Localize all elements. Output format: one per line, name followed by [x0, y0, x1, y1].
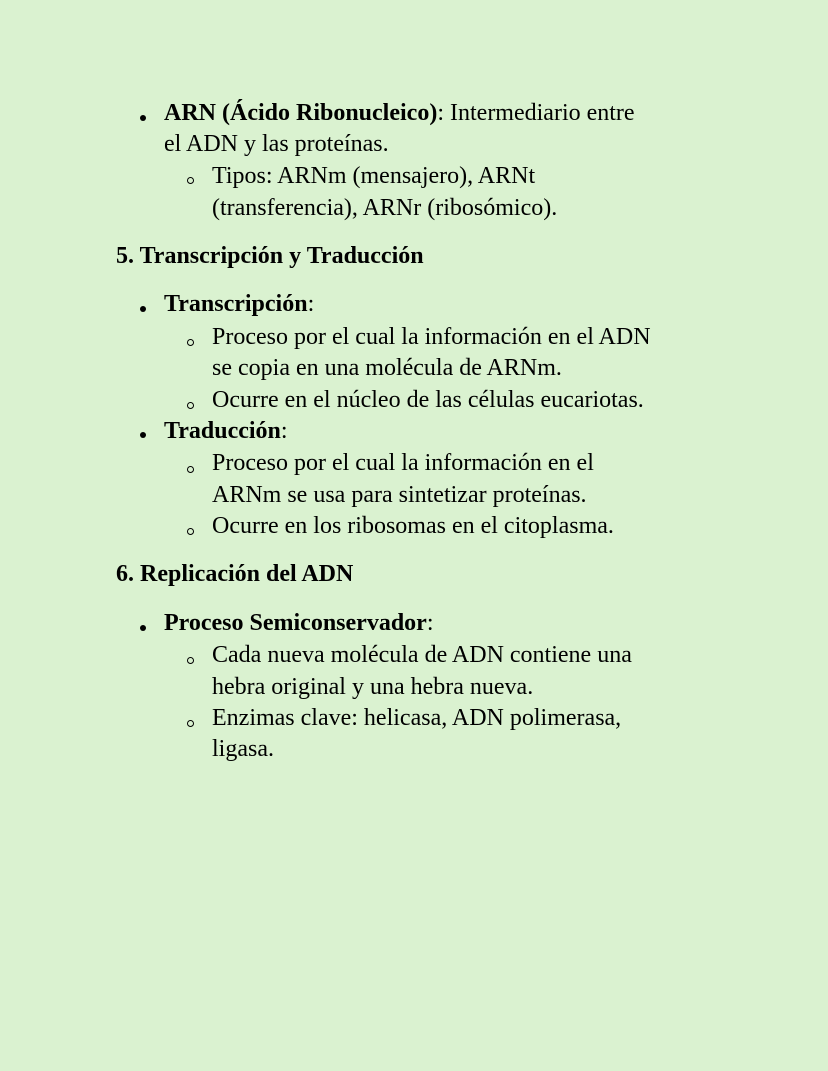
- term-colon: :: [280, 418, 288, 444]
- sub-item-text: Ocurre en el núcleo de las células eucariotas.: [212, 387, 644, 413]
- term-colon: :: [307, 291, 315, 317]
- bullet-dot: [140, 306, 146, 312]
- bullet-circle: [187, 402, 194, 409]
- term-transcripcion: Transcripción: [164, 291, 308, 317]
- sub-item-text: Enzimas clave: helicasa, ADN polimerasa,: [212, 705, 622, 731]
- list-item-proceso-semiconservador: [164, 608, 434, 638]
- bullet-circle: [187, 528, 194, 535]
- item-text-continuation: el ADN y las proteínas.: [164, 131, 389, 157]
- sub-item-text: Cada nueva molécula de ADN contiene una: [212, 642, 632, 668]
- item-text: Intermediario entre: [444, 100, 635, 126]
- list-item-transcripcion: [164, 289, 314, 319]
- term-arn: ARN (Ácido Ribonucleico): [164, 100, 438, 126]
- list-item-traduccion: [164, 416, 288, 446]
- term-traduccion: Traducción: [164, 418, 281, 444]
- bullet-circle: [187, 339, 194, 346]
- bullet-dot: [140, 625, 146, 631]
- bullet-circle: [187, 657, 194, 664]
- bullet-circle: [187, 720, 194, 727]
- section-heading-6: 6. Replicación del ADN: [116, 561, 354, 587]
- sub-item-text-continuation: hebra original y una hebra nueva.: [212, 674, 534, 700]
- sub-item-text-continuation: ligasa.: [212, 736, 274, 762]
- bullet-dot: [140, 432, 146, 438]
- term-proceso-semiconservador: Proceso Semiconservador: [164, 610, 427, 636]
- term-colon: :: [437, 100, 444, 126]
- sub-item-text-continuation: ARNm se usa para sintetizar proteínas.: [212, 482, 587, 508]
- bullet-dot: [140, 115, 146, 121]
- section-heading-5: 5. Transcripción y Traducción: [116, 243, 424, 269]
- sub-item-text: Tipos: ARNm (mensajero), ARNt: [212, 163, 536, 189]
- bullet-circle: [187, 177, 194, 184]
- sub-item-text-continuation: (transferencia), ARNr (ribosómico).: [212, 195, 558, 221]
- sub-item-text-continuation: se copia en una molécula de ARNm.: [212, 355, 562, 381]
- list-item-arn: [164, 98, 635, 128]
- term-colon: :: [426, 610, 434, 636]
- sub-item-text: Ocurre en los ribosomas en el citoplasma.: [212, 513, 614, 539]
- sub-item-text: Proceso por el cual la información en el ADN: [212, 324, 651, 350]
- bullet-circle: [187, 466, 194, 473]
- sub-item-text: Proceso por el cual la información en el: [212, 450, 594, 476]
